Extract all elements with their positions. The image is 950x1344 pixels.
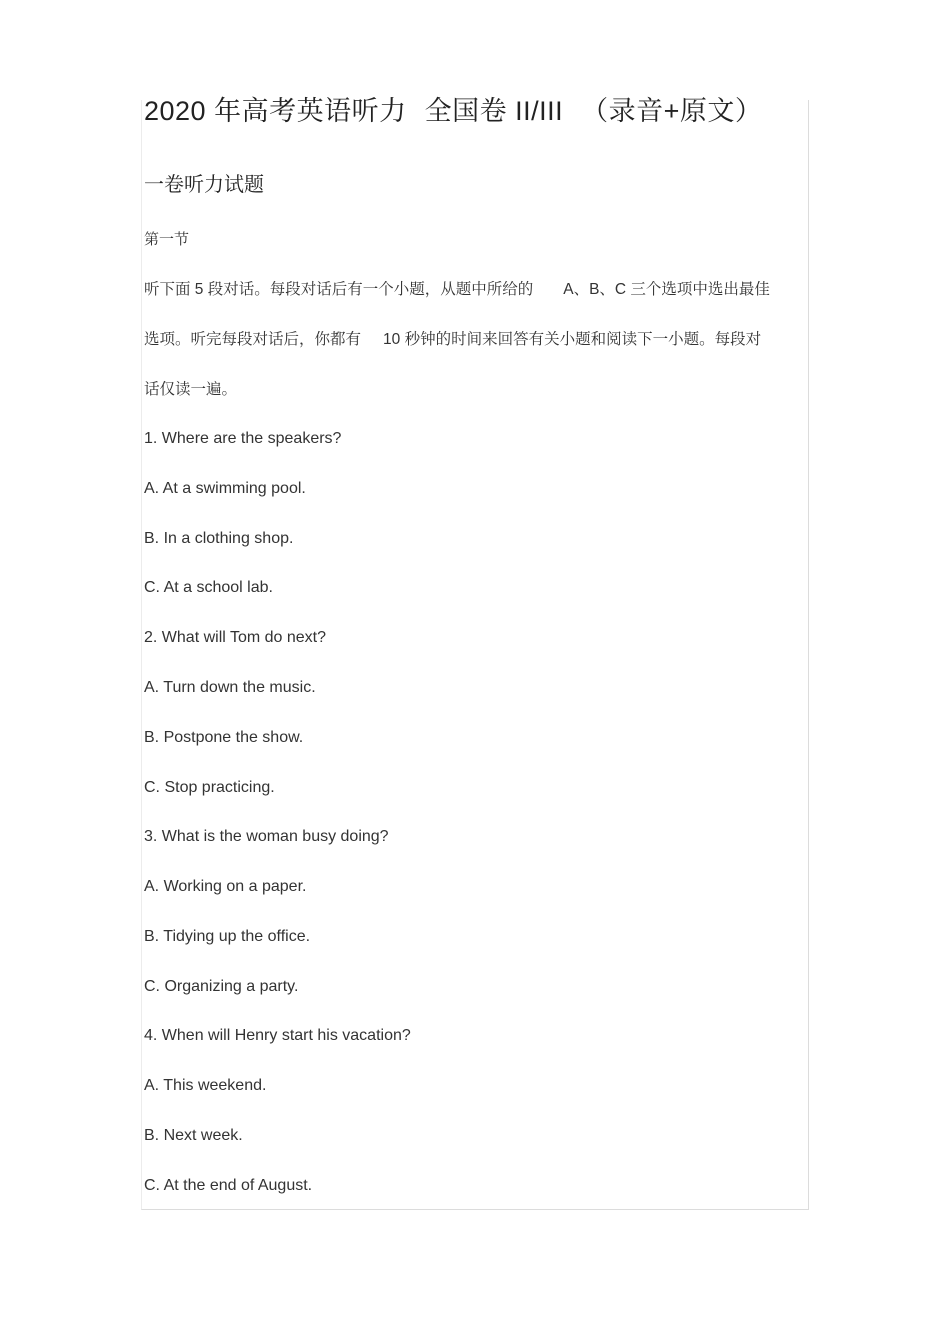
question-1-option-b: B. In a clothing shop.: [144, 530, 294, 547]
question-3-option-b: B. Tidying up the office.: [144, 928, 311, 945]
document-title: [144, 98, 762, 125]
question-4: 4. When will Henry start his vacation?: [144, 1027, 411, 1044]
question-2-option-a: A. Turn down the music.: [144, 679, 316, 696]
question-2-option-c: C. Stop practicing.: [144, 779, 275, 796]
title-part-2: 全国卷 II/III: [424, 96, 564, 126]
question-4-option-c: C. At the end of August.: [144, 1177, 313, 1194]
section-heading: 一卷听力试题: [144, 174, 264, 196]
question-3-option-a: A. Working on a paper.: [144, 878, 307, 895]
question-4-option-b: B. Next week.: [144, 1127, 243, 1144]
question-3: 3. What is the woman busy doing?: [144, 828, 389, 845]
instructions-line-1a: 听下面 5 段对话。每段对话后有一个小题，从题中所给的: [144, 281, 534, 298]
question-2: 2. What will Tom do next?: [144, 629, 327, 646]
question-3-option-c: C. Organizing a party.: [144, 978, 299, 995]
instructions-line-2a: 选项。听完每段对话后，你都有: [144, 331, 362, 348]
question-2-option-b: B. Postpone the show.: [144, 729, 304, 746]
question-1: 1. Where are the speakers?: [144, 430, 342, 447]
title-part-1: 2020 年高考英语听力: [144, 96, 407, 126]
question-1-option-c: C. At a school lab.: [144, 579, 273, 596]
instructions-line-3: 话仅读一遍。: [144, 381, 238, 398]
question-4-option-a: A. This weekend.: [144, 1077, 267, 1094]
instructions-line-2b: 10 秒钟的时间来回答有关小题和阅读下一小题。每段对: [383, 331, 762, 348]
instructions-line-1b: A、B、C 三个选项中选出最佳: [563, 281, 770, 298]
subsection-heading: 第一节: [144, 231, 190, 248]
question-1-option-a: A. At a swimming pool.: [144, 480, 306, 497]
instructions-line-2: [144, 332, 761, 348]
title-part-3: （录音+原文）: [581, 96, 763, 126]
instructions-line-1: [144, 282, 770, 298]
